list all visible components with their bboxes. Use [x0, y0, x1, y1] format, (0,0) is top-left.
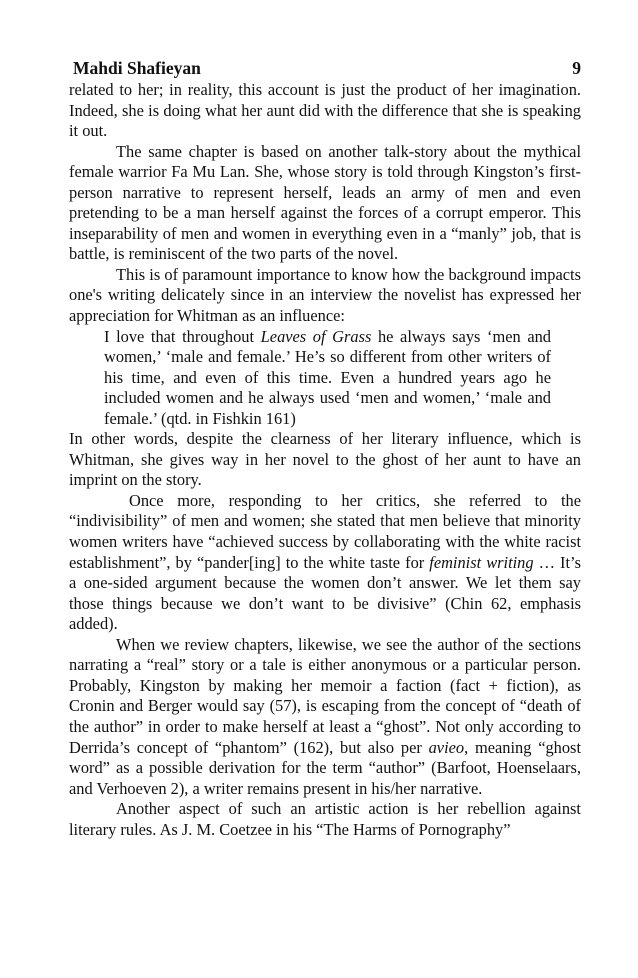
text-run: … It’s a one-sided argument because the women don’t answer. We let them say those things because we don’t want to be divisive” (Chin 62, emphasis added). [69, 552, 581, 634]
italic-text: Leaves of Grass [260, 326, 372, 346]
text-run: When we review chapters, likewise, we see the author of the sections narrating a “real” story or a tale is either anonymous or a particular person. Probably, Kingston by making her memoir a faction (fact + fiction), as Cronin and Berger would say (57), is escaping from the concept of “death of the author” in order to make herself at least a “ghost”. Not only according to Derrida’s concept of “phantom” (162), but also per [69, 634, 581, 757]
text-run: Once more, responding to her critics, she referred to the “indivisibility” of men and women; she stated that men believe that minority women writers have “achieved success by collaborating with the white racist establishment”, by “pander[ing] to the white taste for [69, 490, 581, 572]
text-run: , meaning “ghost word” as a possible derivation for the term “author” (Barfoot, Hoenselaars, and Verhoeven 2), a writer remains present in his/her narrative. [69, 737, 581, 798]
document-page [69, 56, 581, 840]
text-run: related to her; in reality, this account is just the product of her imagination. Indeed, she is doing what her aunt did with the difference that she is speaking it out. [69, 80, 581, 141]
body-paragraph [69, 80, 581, 142]
block-quote [69, 327, 581, 430]
body-paragraph [69, 142, 581, 265]
text-run: The same chapter is based on another talk-story about the mythical female warrior Fa Mu Lan. She, whose story is told through Kingston’s first-person narrative to represent herself, leads an army of men and even pretending to be a man herself against the forces of a corrupt emperor. This inseparability of men and women in everything even in a “manly” job, that is battle, is reminiscent of the two parts of the novel. [69, 141, 581, 264]
text-run: I love that throughout [104, 326, 261, 346]
text-run: This is of paramount importance to know how the background impacts one's writing delicately since in an interview the novelist has expressed her appreciation for Whitman as an influence: [69, 264, 581, 326]
body-paragraph [69, 799, 581, 840]
page-number: 9 [572, 58, 581, 78]
body-paragraph [69, 491, 581, 635]
body-paragraph [69, 429, 581, 491]
body-text [69, 80, 581, 840]
text-run: Another aspect of such an artistic action is her rebellion against literary rules. As J. M. Coetzee in his “The Harms of Pornography” [69, 799, 581, 839]
body-paragraph [69, 265, 581, 327]
body-paragraph [69, 635, 581, 799]
text-run: In other words, despite the clearness of her literary influence, which is Whitman, she gives way in her novel to the ghost of her aunt to have an imprint on the story. [69, 429, 581, 490]
text-run: he always says ‘men and women,’ ‘male and female.’ He’s so different from other writers of his time, and even of this time. Even a hundred years ago he included women and he always used ‘men and women,’ ‘male and female.’ (qtd. in Fishkin 161) [104, 326, 551, 428]
italic-text: feminist writing [429, 552, 534, 572]
italic-text: avieo [428, 737, 465, 757]
running-header-author: Mahdi Shafieyan [73, 58, 201, 78]
running-header [69, 56, 581, 80]
